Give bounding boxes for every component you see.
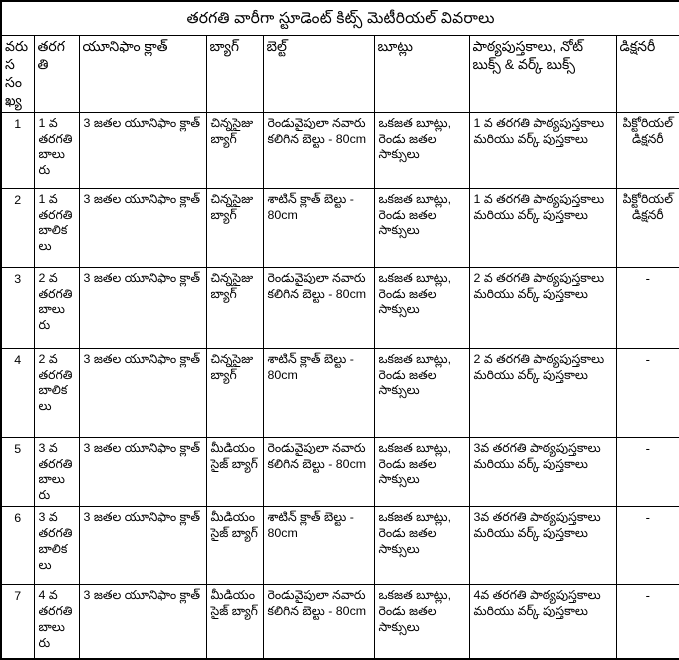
cell-shoes: ఒకజత బూట్లు, రెండు జతల సాక్సులు [374,348,469,437]
cell-books: 3వ తరగతి పాఠ్యపుస్తకాలు మరియు వర్క్ పుస్తకాలు [469,507,616,585]
column-header-uniform: యూనిఫాం క్లాత్ [79,36,206,113]
column-header-dict: డిక్షనరీ [616,36,679,113]
cell-shoes: ఒకజత బూట్లు, రెండు జతల సాక్సులు [374,188,469,267]
table-row [1,112,679,188]
cell-shoes: ఒకజత బూట్లు, రెండు జతల సాక్సులు [374,112,469,188]
cell-books: 2 వ తరగతి పాఠ్యపుస్తకాలు మరియు వర్క్ పుస్తకాలు [469,348,616,437]
cell-dictionary: - [616,585,679,660]
cell-bag: చిన్నసైజు బ్యాగ్ [206,348,263,437]
cell-class: 2 వ తరగతి బాలురు [34,267,79,348]
cell-uniform: 3 జతల యూనిఫాం క్లాత్ [79,507,206,585]
cell-dictionary: - [616,267,679,348]
cell-uniform: 3 జతల యూనిఫాం క్లాత్ [79,348,206,437]
cell-belt: శాటిన్ క్లాత్ బెల్టు - 80cm [263,188,374,267]
cell-books: 2 వ తరగతి పాఠ్యపుస్తకాలు మరియు వర్క్ పుస్తకాలు [469,267,616,348]
title-row [1,1,679,36]
cell-bag: చిన్నసైజు బ్యాగ్ [206,267,263,348]
table-header-row [1,36,679,113]
cell-serial: 4 [1,348,34,437]
cell-serial: 3 [1,267,34,348]
cell-belt: శాటిన్ క్లాత్ బెల్టు - 80cm [263,507,374,585]
cell-serial: 1 [1,112,34,188]
cell-uniform: 3 జతల యూనిఫాం క్లాత్ [79,585,206,660]
cell-class: 4 వ తరగతి బాలురు [34,585,79,660]
table-row [1,267,679,348]
cell-dictionary: పిక్టోరియల్ డిక్షనరీ [616,112,679,188]
cell-bag: చిన్నసైజు బ్యాగ్ [206,188,263,267]
cell-books: 4వ తరగతి పాఠ్యపుస్తకాలు మరియు వర్క్ పుస్తకాలు [469,585,616,660]
cell-belt: రెండువైపులా నవారు కలిగిన బెల్టు - 80cm [263,585,374,660]
cell-shoes: ఒకజత బూట్లు, రెండు జతల సాక్సులు [374,585,469,660]
cell-uniform: 3 జతల యూనిఫాం క్లాత్ [79,437,206,507]
cell-class: 2 వ తరగతి బాలికలు [34,348,79,437]
cell-bag: చిన్నసైజు బ్యాగ్ [206,112,263,188]
cell-books: 1 వ తరగతి పాఠ్యపుస్తకాలు మరియు వర్క్ పుస్తకాలు [469,188,616,267]
column-header-serial: వరుస సంఖ్య [1,36,34,113]
cell-dictionary: పిక్టోరియల్ డిక్షనరీ [616,188,679,267]
cell-serial: 6 [1,507,34,585]
cell-class: 1 వ తరగతి బాలికలు [34,188,79,267]
cell-belt: రెండువైపులా నవారు కలిగిన బెల్టు - 80cm [263,267,374,348]
cell-shoes: ఒకజత బూట్లు, రెండు జతల సాక్సులు [374,437,469,507]
column-header-class: తరగతి [34,36,79,113]
cell-dictionary: - [616,437,679,507]
cell-serial: 2 [1,188,34,267]
cell-books: 3వ తరగతి పాఠ్యపుస్తకాలు మరియు వర్క్ పుస్తకాలు [469,437,616,507]
table-row [1,437,679,507]
table-row [1,507,679,585]
cell-belt: శాటిన్ క్లాత్ బెల్టు - 80cm [263,348,374,437]
cell-uniform: 3 జతల యూనిఫాం క్లాత్ [79,112,206,188]
cell-bag: మీడియం సైజ్ బ్యాగ్ [206,507,263,585]
document-title: తరగతి వారీగా స్టూడెంట్ కిట్స్ మెటీరియల్ వివరాలు [1,1,679,36]
table-row [1,188,679,267]
cell-class: 3 వ తరగతి బాలురు [34,437,79,507]
cell-uniform: 3 జతల యూనిఫాం క్లాత్ [79,267,206,348]
cell-uniform: 3 జతల యూనిఫాం క్లాత్ [79,188,206,267]
table-row [1,585,679,660]
column-header-belt: బెల్ట్ [263,36,374,113]
cell-dictionary: - [616,348,679,437]
cell-books: 1 వ తరగతి పాఠ్యపుస్తకాలు మరియు వర్క్ పుస్తకాలు [469,112,616,188]
cell-belt: రెండువైపులా నవారు కలిగిన బెల్టు - 80cm [263,437,374,507]
cell-dictionary: - [616,507,679,585]
table-row [1,348,679,437]
cell-bag: మీడియం సైజ్ బ్యాగ్ [206,437,263,507]
cell-serial: 7 [1,585,34,660]
cell-shoes: ఒకజత బూట్లు, రెండు జతల సాక్సులు [374,267,469,348]
cell-class: 3 వ తరగతి బాలికలు [34,507,79,585]
column-header-books: పాఠ్యపుస్తకాలు, నోట్ బుక్స్ & వర్క్ బుక్స్ [469,36,616,113]
cell-shoes: ఒకజత బూట్లు, రెండు జతల సాక్సులు [374,507,469,585]
cell-class: 1 వ తరగతి బాలురు [34,112,79,188]
cell-bag: మీడియం సైజ్ బ్యాగ్ [206,585,263,660]
cell-serial: 5 [1,437,34,507]
column-header-bag: బ్యాగ్ [206,36,263,113]
column-header-shoes: బూట్లు [374,36,469,113]
cell-belt: రెండువైపులా నవారు కలిగిన బెల్టు - 80cm [263,112,374,188]
